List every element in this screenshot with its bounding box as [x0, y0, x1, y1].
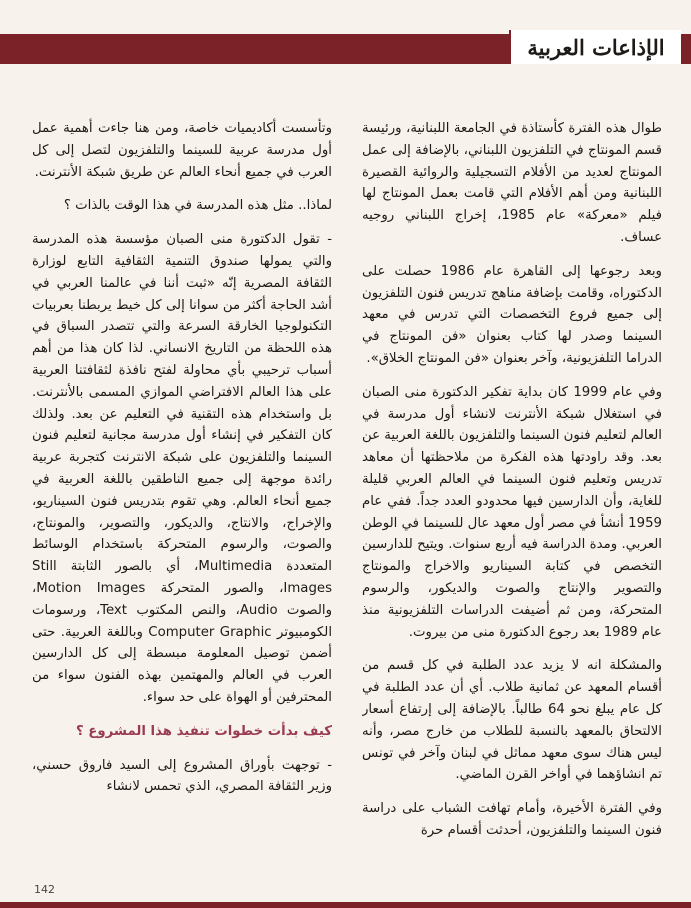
paragraph: - تقول الدكتورة منى الصبان مؤسسة هذه المدرسة والتي يمولها صندوق التنمية الثقافية التابع لوزارة الثقافة المصرية إنّه «ثبت أننا في عالمنا العربي في أشد الحاجة أكثر من سوانا إلى كل خيط يربطنا بعربيات التكنولوجيا الخارقة السرعة والتي تتصدر السباق في هذه اللحظة من التاريخ الانساني. لذا كان هذا من أهم أسباب ترحيبي بأي محاولة لفتح نافذة لثقافتنا العربية على هذا العالم الافتراضي الموازي المسمى بالأنترنت. بل واستخدام هذه التقنية في التعليم عن بعد. ولذلك كان التفكير في إنشاء أول مدرسة مجانية لتعليم فنون السينما والتلفزيون على شبكة الانترنت كتجربة عربية رائدة موجهة إلى جميع الناطقين باللغة العربية في جميع أنحاء العالم. وهي تقوم بتدريس فنون السيناريو، والإخراج، والانتاج، والديكور، والتصوير، والمونتاج، والصوت، والرسوم المتحركة باستخدام الوسائط المتعددة Multimedia، أي بالصور الثابتة Still Images، والصور المتحركة Motion Images، والصوت Audio، والنص المكتوب Text، ورسومات الكومبيوتر Computer Graphic وباللغة العربية. حتى أضمن توصيل المعلومة مبسطة إلى كل الدارسين العرب في العالم والمهتمين بهذه الفنون سواء من المحترفين أو الهواة على حد سواء. — [32, 232, 332, 705]
page-number: 142 — [34, 883, 55, 896]
paragraph: وفي الفترة الأخيرة، وأمام تهافت الشباب على دراسة فنون السينما والتلفزيون، أحدثت أقسام حرة — [362, 801, 662, 838]
interview-question: لماذا.. مثل هذه المدرسة في هذا الوقت بالذات ؟ — [63, 198, 332, 214]
paragraph: وتأسست أكاديميات خاصة، ومن هنا جاءت أهمية عمل أول مدرسة عربية للسينما والتلفزيون لتصل إلى كل العرب في جميع أنحاء العالم عن طريق شبكة الأنترنت. — [32, 121, 332, 180]
paragraph: وفي عام 1999 كان بداية تفكير الدكتورة منى الصبان في استغلال شبكة الأنترنت لانشاء أول مدرسة في العالم لتعليم فنون السينما والتلفزيون باللغة العربية عن بعد. وقد راودتها هذه الفكرة من ملاحظتها أن معاهد تدريس وتعليم فنون السينما في العالم العربي قليلة للغاية، وأن الدارسين فيها محدودو العدد جداً. ففي عام 1959 أنشأ في مصر أول معهد عال للسينما في الوطن العربي. ومدة الدراسة فيه أربع سنوات. ويتيح للدارسين التخصص في كتابة السيناريو والاخراج والمونتاج والتصوير والإنتاج والصوت والديكور، والرسوم المتحركة، ومن ثم أضيفت الدراسات التلفزيونية منذ عام 1989 بعد رجوع الدكتورة منى من بيروت. — [362, 384, 662, 640]
footer-bar — [0, 902, 691, 908]
interview-subheading: كيف بدأت خطوات تنفيذ هذا المشروع ؟ — [75, 723, 332, 739]
paragraph: طوال هذه الفترة كأستاذة في الجامعة اللبنانية، ورئيسة قسم المونتاج في التلفزيون اللبناني، بالإضافة إلى عمل المونتاج لعديد من الأفلام التسجيلية والروائية القصيرة اللبنانية ومن أهم الأفلام التي قامت بعمل المونتاج لها فيلم «معركة» عام 1985، إخراج اللبناني روجيه عساف. — [362, 121, 662, 245]
header-title-box — [509, 30, 681, 64]
section-title: الإذاعات العربية — [527, 34, 665, 60]
paragraph: والمشكلة انه لا يزيد عدد الطلبة في كل قسم من أقسام المعهد عن ثمانية طلاب. أي أن عدد الطلبة في كل عام يبلغ نحو 64 طالباً. بالإضافة إلى إرتفاع أسعار الالتحاق بالمعهد بالنسبة للطلاب من خارج مصر، وأنه ليس هناك سوى معهد مماثل في لبنان وآخر في تونس تم انشاؤهما في أواخر القرن الماضي. — [362, 658, 662, 783]
paragraph: وبعد رجوعها إلى القاهرة عام 1986 حصلت على الدكتوراه، وقامت بإضافة مناهج تدريس فنون التلفزيون إلى جميع فروع التخصصات التي تدرس في معهد السينما وصدر لها كتاب بعنوان «فن المونتاج في الدراما التلفزيونية، وآخر بعنوان «فن المونتاج الخلاق». — [362, 263, 662, 366]
article-column-left — [32, 118, 332, 838]
paragraph: - توجهت بأوراق المشروع إلى السيد فاروق حسني، وزير الثقافة المصري، الذي تحمس لانشاء — [32, 757, 332, 795]
article-column-right — [362, 118, 662, 838]
